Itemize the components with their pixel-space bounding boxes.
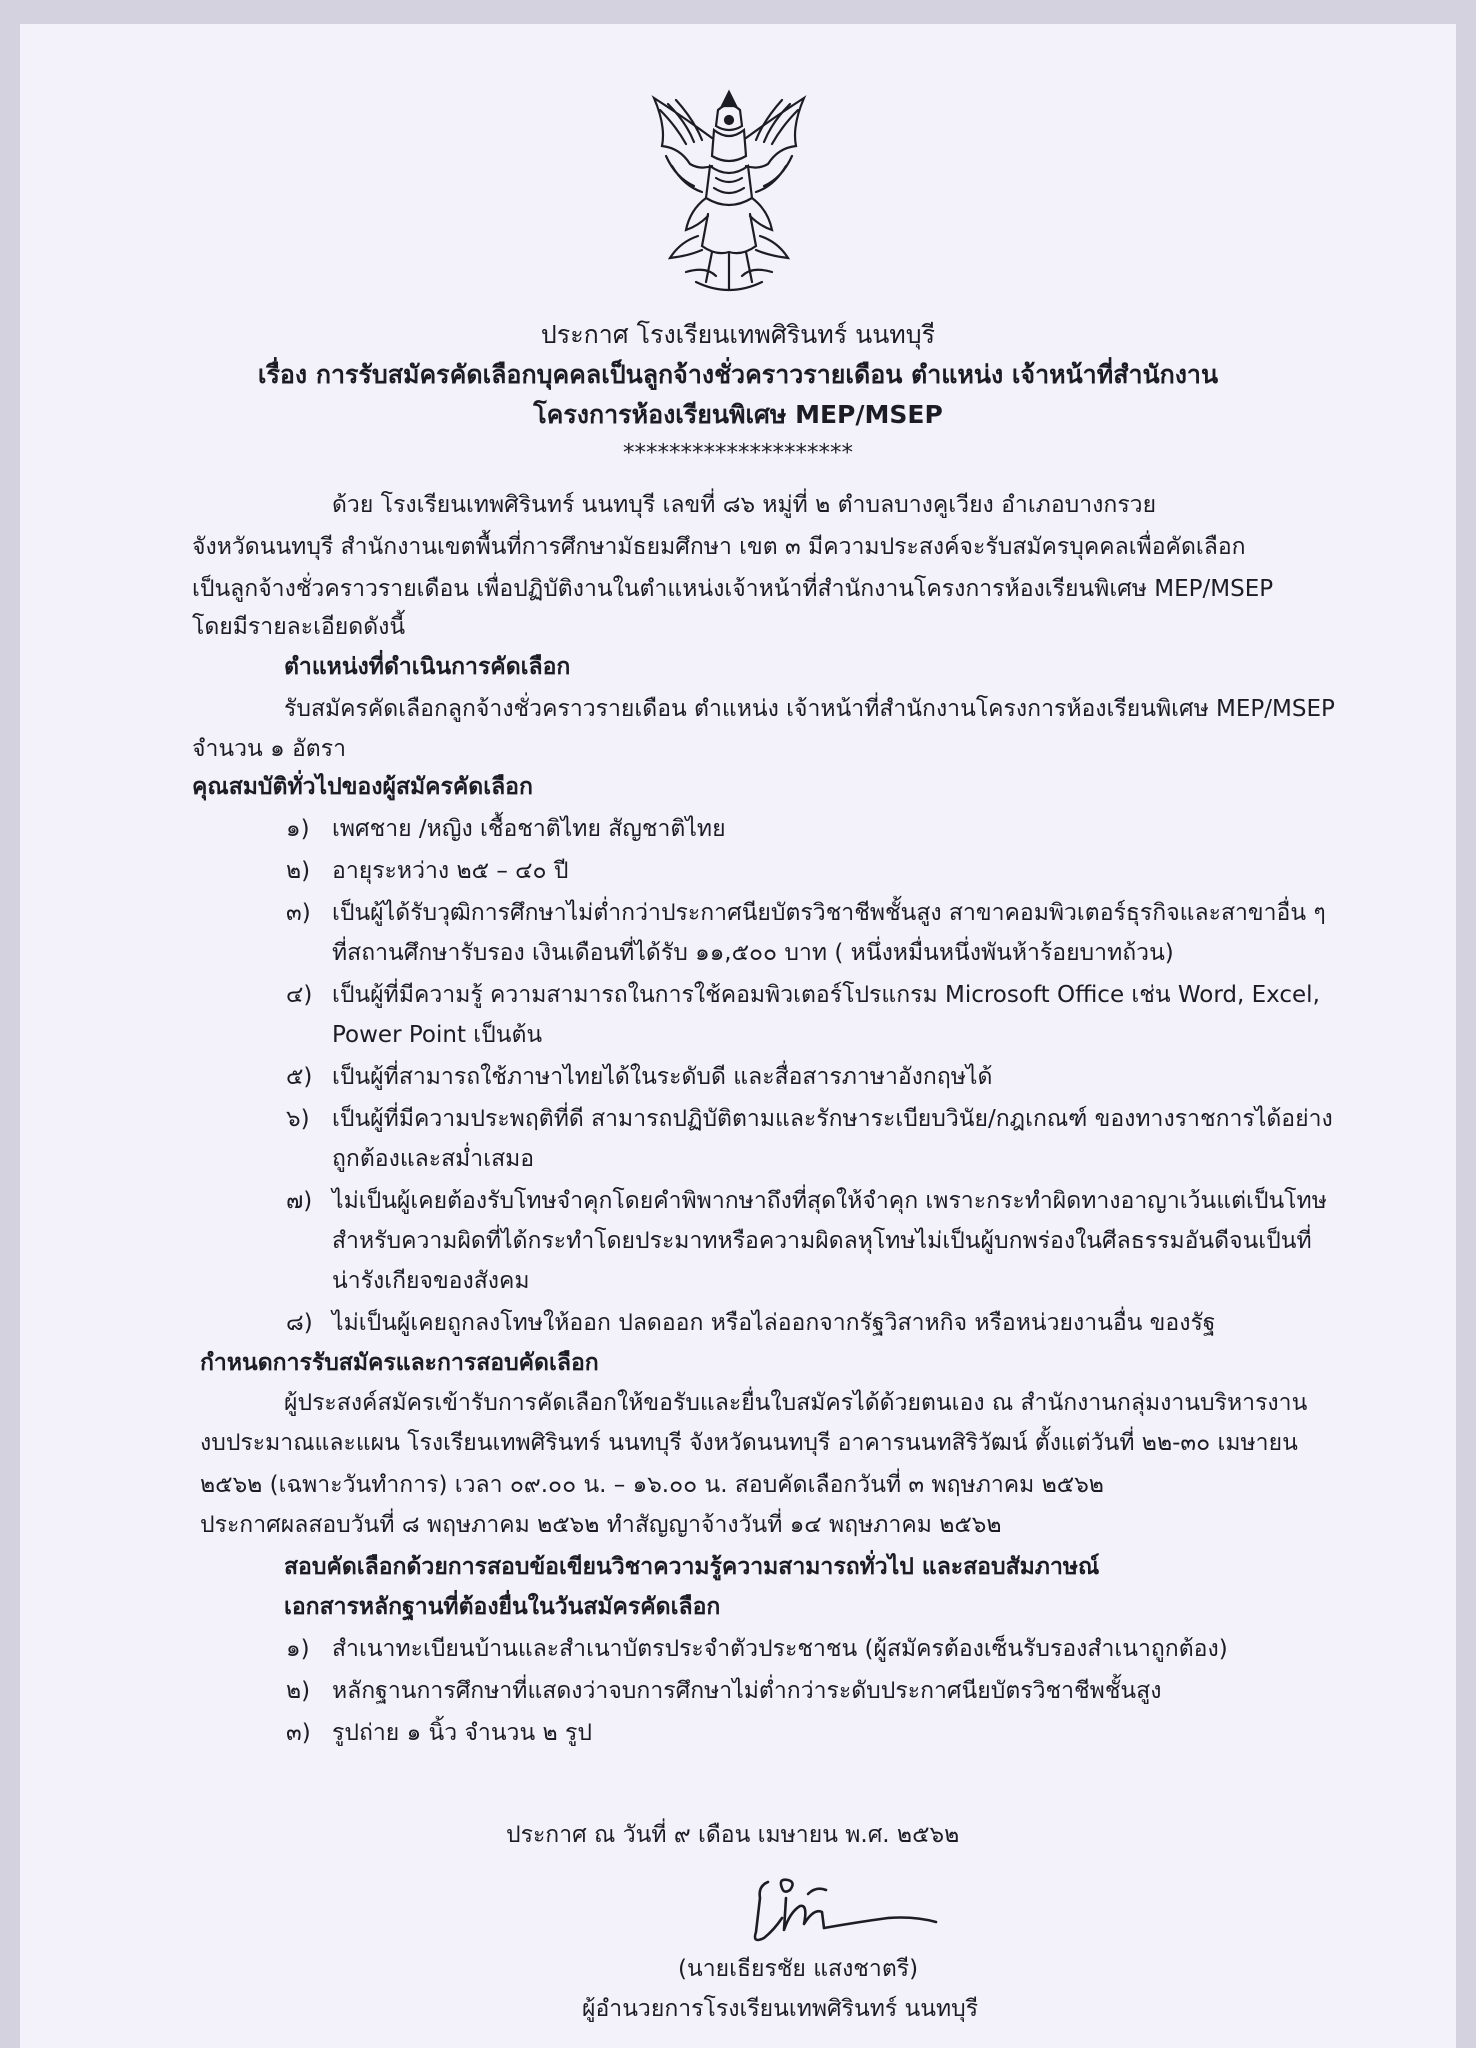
stars-divider: ******************** — [623, 440, 853, 466]
schedule-line-3: ๒๕๖๒ (เฉพาะวันทำการ) เวลา ๐๙.๐๐ น. – ๑๖.๐๐ น. สอบคัดเลือกวันที่ ๓ พฤษภาคม ๒๕๖๒ — [200, 1472, 1104, 1498]
qualification-num: ๓) — [286, 900, 311, 926]
qualification-num: ๘) — [286, 1310, 313, 1336]
intro-line-1: ด้วย โรงเรียนเทพศิรินทร์ นนทบุรี เลขที่ ๘๖ หมู่ที่ ๒ ตำบลบางคูเวียง อำเภอบางกรวย — [332, 492, 1157, 518]
announcement-subject: เรื่อง การรับสมัครคัดเลือกบุคคลเป็นลูกจ้างชั่วคราวรายเดือน ตำแหน่ง เจ้าหน้าที่สำนักงาน — [257, 360, 1219, 389]
qualification-num: ๒) — [286, 858, 311, 884]
document-item: หลักฐานการศึกษาที่แสดงว่าจบการศึกษาไม่ต่ำกว่าระดับประกาศนียบัตรวิชาชีพชั้นสูง — [332, 1678, 1162, 1704]
announcement-project: โครงการห้องเรียนพิเศษ MEP/MSEP — [533, 400, 943, 429]
qualifications-heading: คุณสมบัติทั่วไปของผู้สมัครคัดเลือก — [192, 774, 533, 800]
document-item: สำเนาทะเบียนบ้านและสำเนาบัตรประจำตัวประชาชน (ผู้สมัครต้องเซ็นรับรองสำเนาถูกต้อง) — [332, 1636, 1228, 1662]
position-heading: ตำแหน่งที่ดำเนินการคัดเลือก — [284, 654, 571, 680]
documents-heading: เอกสารหลักฐานที่ต้องยื่นในวันสมัครคัดเลือก — [284, 1594, 721, 1620]
document-item: รูปถ่าย ๑ นิ้ว จำนวน ๒ รูป — [332, 1720, 592, 1746]
signer-name: (นายเธียรชัย แสงชาตรี) — [678, 1956, 919, 1982]
qualification-text: อายุระหว่าง ๒๕ – ๔๐ ปี — [332, 858, 569, 884]
qualification-text: สำหรับความผิดที่ได้กระทำโดยประมาทหรือความผิดลหุโทษไม่เป็นผู้บกพร่องในศีลธรรมอันดีจนเป็นที่ — [332, 1228, 1312, 1254]
garuda-emblem-icon — [646, 86, 812, 296]
qualification-num: ๑) — [286, 816, 310, 842]
qualification-text: เป็นผู้ที่มีความรู้ ความสามารถในการใช้คอมพิวเตอร์โปรแกรม Microsoft Office เช่น Word, Excel, — [332, 982, 1320, 1008]
handwritten-signature-icon — [738, 1872, 954, 1948]
intro-line-4: โดยมีรายละเอียดดังนี้ — [192, 614, 406, 640]
intro-line-3: เป็นลูกจ้างชั่วคราวรายเดือน เพื่อปฏิบัติงานในตำแหน่งเจ้าหน้าที่สำนักงานโครงการห้องเรียนพิเศษ MEP/MSEP — [192, 576, 1274, 602]
signer-title: ผู้อำนวยการโรงเรียนเทพศิรินทร์ นนทบุรี — [582, 1996, 979, 2022]
qualification-text: เพศชาย /หญิง เชื้อชาติไทย สัญชาติไทย — [332, 816, 726, 842]
document-page — [20, 24, 1456, 2048]
schedule-heading: กำหนดการรับสมัครและการสอบคัดเลือก — [200, 1350, 599, 1376]
qualification-text: ที่สถานศึกษารับรอง เงินเดือนที่ได้รับ ๑๑,๕๐๐ บาท ( หนึ่งหมื่นหนึ่งพันห้าร้อยบาทถ้วน) — [332, 940, 1174, 966]
exam-method: สอบคัดเลือกด้วยการสอบข้อเขียนวิชาความรู้ความสามารถทั่วไป และสอบสัมภาษณ์ — [284, 1554, 1100, 1580]
qualification-text: Power Point เป็นต้น — [332, 1022, 543, 1048]
announcement-date: ประกาศ ณ วันที่ ๙ เดือน เมษายน พ.ศ. ๒๕๖๒ — [506, 1822, 960, 1848]
announcement-title: ประกาศ โรงเรียนเทพศิรินทร์ นนทบุรี — [540, 320, 936, 349]
qualification-text: เป็นผู้ได้รับวุฒิการศึกษาไม่ต่ำกว่าประกาศนียบัตรวิชาชีพชั้นสูง สาขาคอมพิวเตอร์ธุรกิจและสาขาอื่น ๆ — [332, 900, 1326, 926]
qualification-num: ๖) — [286, 1106, 310, 1132]
position-line-2: จำนวน ๑ อัตรา — [192, 736, 346, 762]
schedule-line-2: งบประมาณและแผน โรงเรียนเทพศิรินทร์ นนทบุรี จังหวัดนนทบุรี อาคารนนทสิริวัฒน์ ตั้งแต่วันที่ ๒๒-๓๐ เมษายน — [200, 1430, 1298, 1456]
document-num: ๑) — [286, 1636, 310, 1662]
qualification-text: ไม่เป็นผู้เคยถูกลงโทษให้ออก ปลดออก หรือไล่ออกจากรัฐวิสาหกิจ หรือหน่วยงานอื่น ของรัฐ — [332, 1310, 1216, 1336]
document-num: ๓) — [286, 1720, 311, 1746]
qualification-num: ๗) — [286, 1188, 313, 1214]
qualification-text: เป็นผู้ที่มีความประพฤติที่ดี สามารถปฏิบัติตามและรักษาระเบียบวินัย/กฎเกณฑ์ ของทางราชการได้อย่าง — [332, 1106, 1333, 1132]
qualification-num: ๔) — [286, 982, 313, 1008]
schedule-line-1: ผู้ประสงค์สมัครเข้ารับการคัดเลือกให้ขอรับและยื่นใบสมัครได้ด้วยตนเอง ณ สำนักงานกลุ่มงานบริหารงาน — [284, 1390, 1308, 1416]
qualification-text: ถูกต้องและสม่ำเสมอ — [332, 1146, 535, 1172]
qualification-text: เป็นผู้ที่สามารถใช้ภาษาไทยได้ในระดับดี และสื่อสารภาษาอังกฤษได้ — [332, 1064, 993, 1090]
position-line-1: รับสมัครคัดเลือกลูกจ้างชั่วคราวรายเดือน ตำแหน่ง เจ้าหน้าที่สำนักงานโครงการห้องเรียนพิเศษ MEP/MSEP — [284, 696, 1335, 722]
schedule-line-4: ประกาศผลสอบวันที่ ๘ พฤษภาคม ๒๕๖๒ ทำสัญญาจ้างวันที่ ๑๔ พฤษภาคม ๒๕๖๒ — [200, 1512, 1002, 1538]
qualification-text: น่ารังเกียจของสังคม — [332, 1268, 530, 1294]
document-num: ๒) — [286, 1678, 311, 1704]
qualification-text: ไม่เป็นผู้เคยต้องรับโทษจำคุกโดยคำพิพากษาถึงที่สุดให้จำคุก เพราะกระทำผิดทางอาญาเว้นแต่เป็นโทษ — [332, 1188, 1327, 1214]
intro-line-2: จังหวัดนนทบุรี สำนักงานเขตพื้นที่การศึกษามัธยมศึกษา เขต ๓ มีความประสงค์จะรับสมัครบุคคลเพื่อคัดเลือก — [192, 534, 1246, 560]
qualification-num: ๕) — [286, 1064, 313, 1090]
